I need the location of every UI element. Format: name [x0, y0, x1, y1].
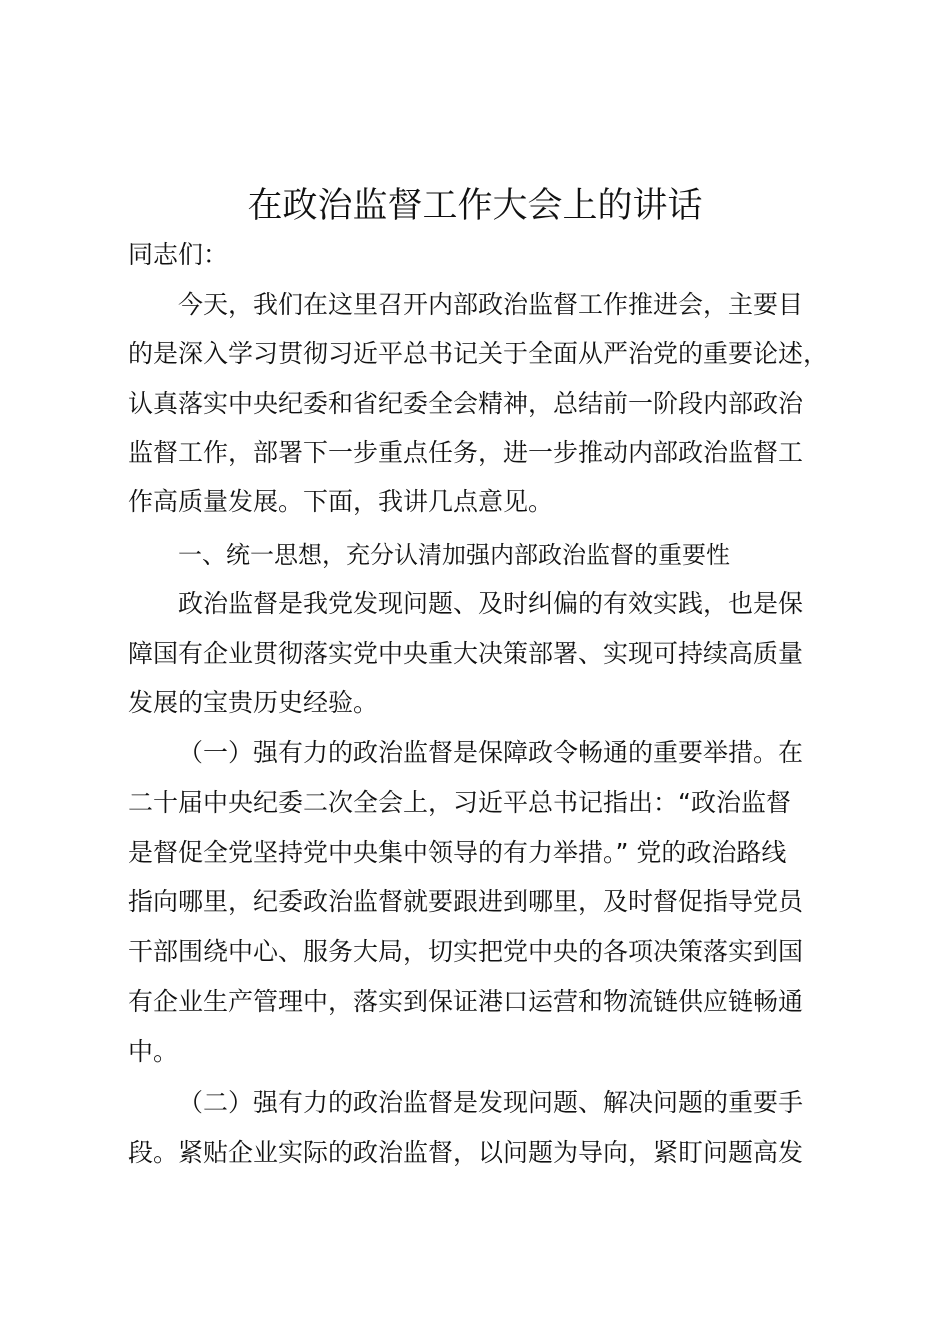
salutation: 同志们：: [128, 240, 229, 269]
paragraph-line: 段。紧贴企业实际的政治监督，以问题为导向，紧盯问题高发: [128, 1138, 804, 1167]
paragraph-line: 的是深入学习贯彻习近平总书记关于全面从严治党的重要论述，: [128, 339, 829, 368]
paragraph-line: 是督促全党坚持党中央集中领导的有力举措。” 党的政治路线: [128, 838, 787, 867]
paragraph-line: 作高质量发展。下面，我讲几点意见。: [128, 487, 554, 516]
paragraph-line: 政治监督是我党发现问题、及时纠偏的有效实践，也是保: [178, 589, 804, 618]
paragraph-line: 指向哪里，纪委政治监督就要跟进到哪里，及时督促指导党员: [128, 887, 804, 916]
paragraph-line: （一）强有力的政治监督是保障政令畅通的重要举措。在: [178, 738, 804, 767]
paragraph-line: 干部围绕中心、服务大局，切实把党中央的各项决策落实到国: [128, 937, 804, 966]
paragraph-line: 二十届中央纪委二次全会上，习近平总书记指出：“政治监督: [128, 788, 791, 817]
paragraph-line: 监督工作，部署下一步重点任务，进一步推动内部政治监督工: [128, 438, 804, 467]
paragraph-line: 有企业生产管理中，落实到保证港口运营和物流链供应链畅通: [128, 987, 804, 1016]
paragraph-line: 今天，我们在这里召开内部政治监督工作推进会，主要目: [178, 290, 804, 319]
paragraph-line: 发展的宝贵历史经验。: [128, 688, 379, 717]
paragraph-line: 中。: [128, 1037, 179, 1066]
document-title: 在政治监督工作大会上的讲话: [247, 186, 703, 226]
paragraph-line: 认真落实中央纪委和省纪委全会精神，总结前一阶段内部政治: [128, 389, 804, 418]
section-heading: 一、统一思想，充分认清加强内部政治监督的重要性: [178, 541, 730, 569]
paragraph-line: 障国有企业贯彻落实党中央重大决策部署、实现可持续高质量: [128, 639, 804, 668]
paragraph-line: （二）强有力的政治监督是发现问题、解决问题的重要手: [178, 1088, 804, 1117]
